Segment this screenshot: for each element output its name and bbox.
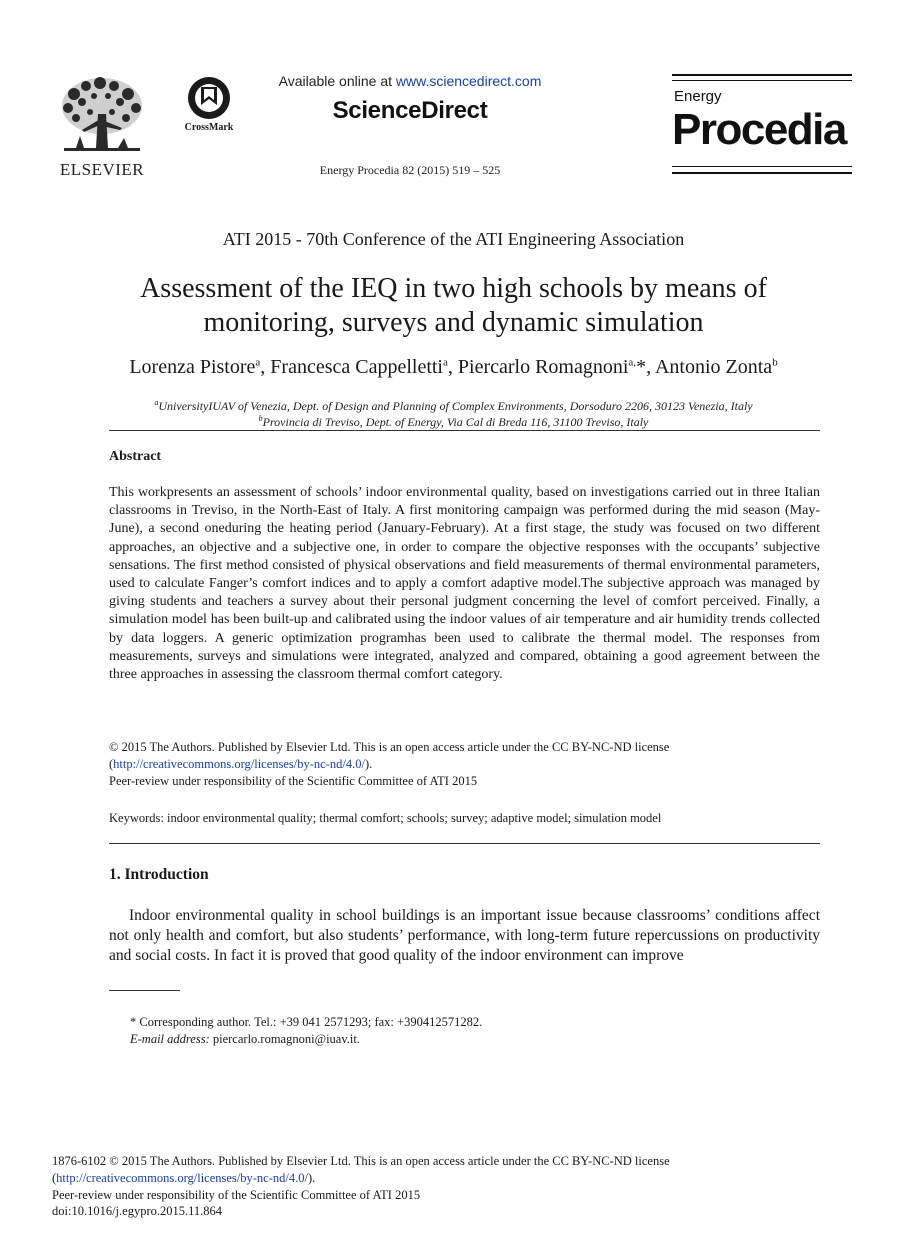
available-online (230, 73, 590, 89)
footer-doi[interactable]: doi:10.1016/j.egypro.2015.11.864 (52, 1204, 223, 1219)
paren-close: ). (364, 756, 373, 771)
email-note (130, 1032, 360, 1047)
author-name: Francesca Cappelletti (270, 356, 443, 378)
email-label: E-mail address: (130, 1032, 210, 1046)
affiliation-label: b (258, 414, 263, 423)
footer-license-link[interactable]: http://creativecommons.org/licenses/by-nc-nd/4.0/ (56, 1170, 308, 1185)
copyright-line: © 2015 The Authors. Published by Elsevier Ltd. This is an open access article under the CC BY-NC-ND license (109, 740, 670, 754)
peer-review-line: Peer-review under responsibility of the Scientific Committee of ATI 2015 (109, 773, 478, 788)
author-affil-mark: a (443, 356, 448, 369)
corresponding-author-note: * Corresponding author. Tel.: +39 041 2571293; fax: +390412571282. (130, 1015, 483, 1029)
paren-open: ( (52, 1170, 57, 1185)
page-footer (52, 1153, 852, 1220)
publisher-name: ELSEVIER (59, 160, 145, 179)
abstract-text: This workpresents an assessment of schools’ indoor environmental quality, based on investigations carried out in three Italian classrooms in Treviso, in the North-East of Italy. A first monitoring campaign was performed during the mid season (May-June), a second oneduring the heating period (January-February). At a first stage, the study was focused on two different approaches, an objective and a subjective one, in order to compare the objective responses with the occupants’ subjective sensations. The first method consisted of physical observations and field measurements of thermal environmental parameters, used to calculate Fanger’s comfort indices and to apply a comfort adaptive model.The subjective approach was managed by giving students and teachers a survey about their personal judgment concerning the level of comfort perceived. Finally, a simulation model has been built-up and calibrated using the indoor values of air temperature and air humidity trends collected by data loggers. A generic optimization programhas been used to calibrate the thermal model. The responses from measurements, surveys and simulations were integrated, analyzed and compared, obtaining a good agreement between the three approaches in assessing the classroom thermal comfort category. (109, 485, 820, 683)
journal-brand-top: Energy (674, 88, 722, 105)
email-value[interactable]: piercarlo.romagnoni@iuav.it. (209, 1032, 360, 1046)
author-name: Lorenza Pistore (129, 356, 256, 378)
introduction-heading: 1. Introduction (109, 866, 209, 883)
affiliation-a (60, 398, 847, 414)
keywords: Keywords: indoor environmental quality; thermal comfort; schools; survey; adaptive model; simulation model (109, 811, 662, 825)
brand-rule-top-thin (672, 80, 852, 81)
journal-brand (670, 74, 852, 178)
footer-peer-review: Peer-review under responsibility of the Scientific Committee of ATI 2015 (52, 1187, 421, 1202)
brand-rule-bottom (672, 172, 852, 174)
license-link[interactable]: http://creativecommons.org/licenses/by-nc-nd/4.0/ (113, 756, 365, 771)
divider-bottom (109, 843, 820, 844)
affiliation-text: UniversityIUAV of Venezia, Dept. of Design and Planning of Complex Environments, Dorsoduro 2206, 30123 Venezia, Italy (158, 399, 753, 413)
footnote-rule (109, 990, 180, 991)
introduction-text: Indoor environmental quality in school buildings is an important issue because classrooms’ conditions affect not only health and comfort, but also students’ performance, with long-term future repercussions on productivity and social costs. In fact it is proved that good quality of the indoor environment can improve (109, 907, 820, 964)
affiliation-b (60, 414, 847, 430)
journal-reference: Energy Procedia 82 (2015) 519 – 525 (319, 163, 501, 177)
paren-open: ( (109, 756, 114, 771)
available-prefix: Available online at (278, 73, 396, 89)
author-list (60, 356, 847, 379)
abstract-heading: Abstract (109, 449, 162, 464)
title-line-2: monitoring, surveys and dynamic simulation (203, 307, 704, 338)
conference-name: ATI 2015 - 70th Conference of the ATI Engineering Association (222, 229, 685, 249)
divider-top (109, 430, 820, 431)
sciencedirect-link[interactable]: www.sciencedirect.com (395, 73, 542, 89)
copyright-notice (109, 739, 820, 789)
brand-rule-top (672, 74, 852, 76)
author-name: Antonio Zonta (654, 356, 773, 378)
author-affil-mark: a (255, 356, 261, 369)
paren-close: ). (307, 1170, 316, 1185)
elsevier-tree-icon (54, 74, 150, 158)
author-sep: *, (636, 356, 655, 378)
footer-issn-line: 1876-6102 © 2015 The Authors. Published by Elsevier Ltd. This is an open access article under the CC BY-NC-ND license (52, 1154, 670, 1168)
crossmark-icon (186, 75, 232, 121)
author-sep: , (447, 356, 458, 378)
paper-title (100, 272, 807, 340)
copyright-license-line (109, 756, 820, 773)
author-affil-mark: a, (628, 356, 637, 369)
journal-brand-main: Procedia (672, 105, 846, 154)
affiliation-text: Provincia di Treviso, Dept. of Energy, Via Cal di Breda 116, 31100 Treviso, Italy (262, 415, 649, 429)
author-name: Piercarlo Romagnoni (457, 356, 629, 378)
brand-rule-bottom-thin (672, 166, 852, 167)
affiliation-label: a (154, 398, 159, 407)
platform-name: ScienceDirect (332, 97, 488, 124)
author-affil-mark: b (772, 356, 778, 369)
title-line-1: Assessment of the IEQ in two high schools by means of (140, 273, 767, 304)
author-sep: , (260, 356, 271, 378)
crossmark-label: CrossMark (184, 122, 234, 133)
footer-license-line (52, 1170, 852, 1187)
elsevier-logo (52, 74, 152, 178)
